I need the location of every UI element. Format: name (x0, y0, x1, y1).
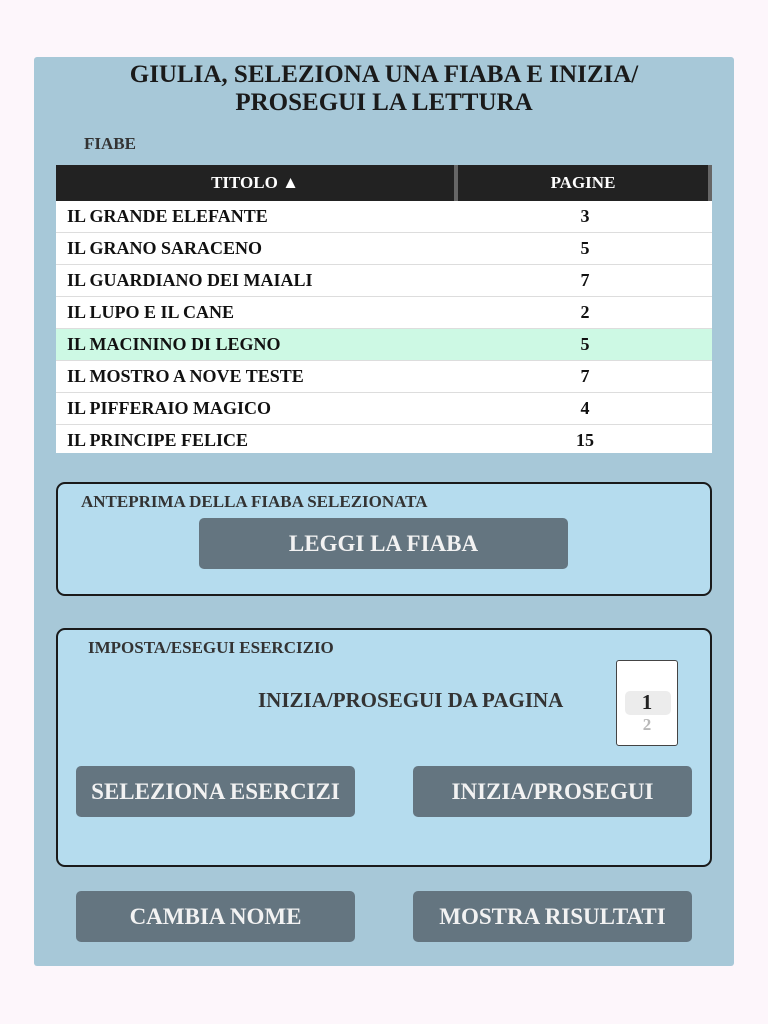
row-pages: 3 (580, 206, 590, 226)
table-row-selected[interactable] (56, 329, 712, 361)
table-row[interactable] (56, 297, 712, 329)
show-results-button[interactable]: MOSTRA RISULTATI (413, 891, 692, 942)
fables-table (56, 165, 712, 453)
row-title: IL GRANO SARACENO (67, 238, 263, 258)
row-title: IL PRINCIPE FELICE (67, 430, 249, 450)
select-exercises-button[interactable]: SELEZIONA ESERCIZI (76, 766, 355, 817)
main-panel (34, 57, 734, 966)
row-title: IL PIFFERAIO MAGICO (67, 398, 272, 418)
column-header-title[interactable]: TITOLO ▲ (56, 165, 458, 201)
table-row[interactable] (56, 393, 712, 425)
page-picker[interactable] (616, 660, 678, 746)
row-pages: 7 (580, 270, 590, 290)
row-title: IL GUARDIANO DEI MAIALI (67, 270, 313, 290)
picker-next-value: 2 (642, 715, 652, 734)
start-page-label: INIZIA/PROSEGUI DA PAGINA (258, 688, 564, 712)
start-continue-button[interactable]: INIZIA/PROSEGUI (413, 766, 692, 817)
table-row[interactable] (56, 265, 712, 297)
preview-label: ANTEPRIMA DELLA FIABA SELEZIONATA (81, 492, 428, 511)
table-row[interactable] (56, 233, 712, 265)
row-pages: 5 (580, 334, 590, 354)
row-pages: 4 (580, 398, 590, 418)
fables-label: FIABE (84, 134, 136, 153)
change-name-button[interactable]: CAMBIA NOME (76, 891, 355, 942)
row-pages: 15 (576, 430, 594, 450)
row-title: IL GRANDE ELEFANTE (67, 206, 268, 226)
read-fable-button[interactable]: LEGGI LA FIABA (199, 518, 568, 569)
exercise-label: IMPOSTA/ESEGUI ESERCIZIO (88, 638, 334, 657)
page-title (34, 61, 734, 117)
row-pages: 7 (580, 366, 590, 386)
table-row[interactable] (56, 361, 712, 393)
picker-value: 1 (641, 690, 653, 714)
row-title: IL LUPO E IL CANE (67, 302, 235, 322)
row-title: IL MOSTRO A NOVE TESTE (67, 366, 304, 386)
table-header (56, 165, 712, 201)
row-pages: 2 (580, 302, 590, 322)
column-header-pages[interactable]: PAGINE (458, 165, 712, 201)
exercise-box (56, 628, 712, 867)
title-line-2: PROSEGUI LA LETTURA (235, 89, 533, 116)
table-row[interactable] (56, 425, 712, 453)
table-row[interactable] (56, 201, 712, 233)
row-title: IL MACININO DI LEGNO (67, 334, 281, 354)
preview-box (56, 482, 712, 596)
title-line-1: GIULIA, SELEZIONA UNA FIABA E INIZIA/ (129, 61, 639, 88)
row-pages: 5 (580, 238, 590, 258)
